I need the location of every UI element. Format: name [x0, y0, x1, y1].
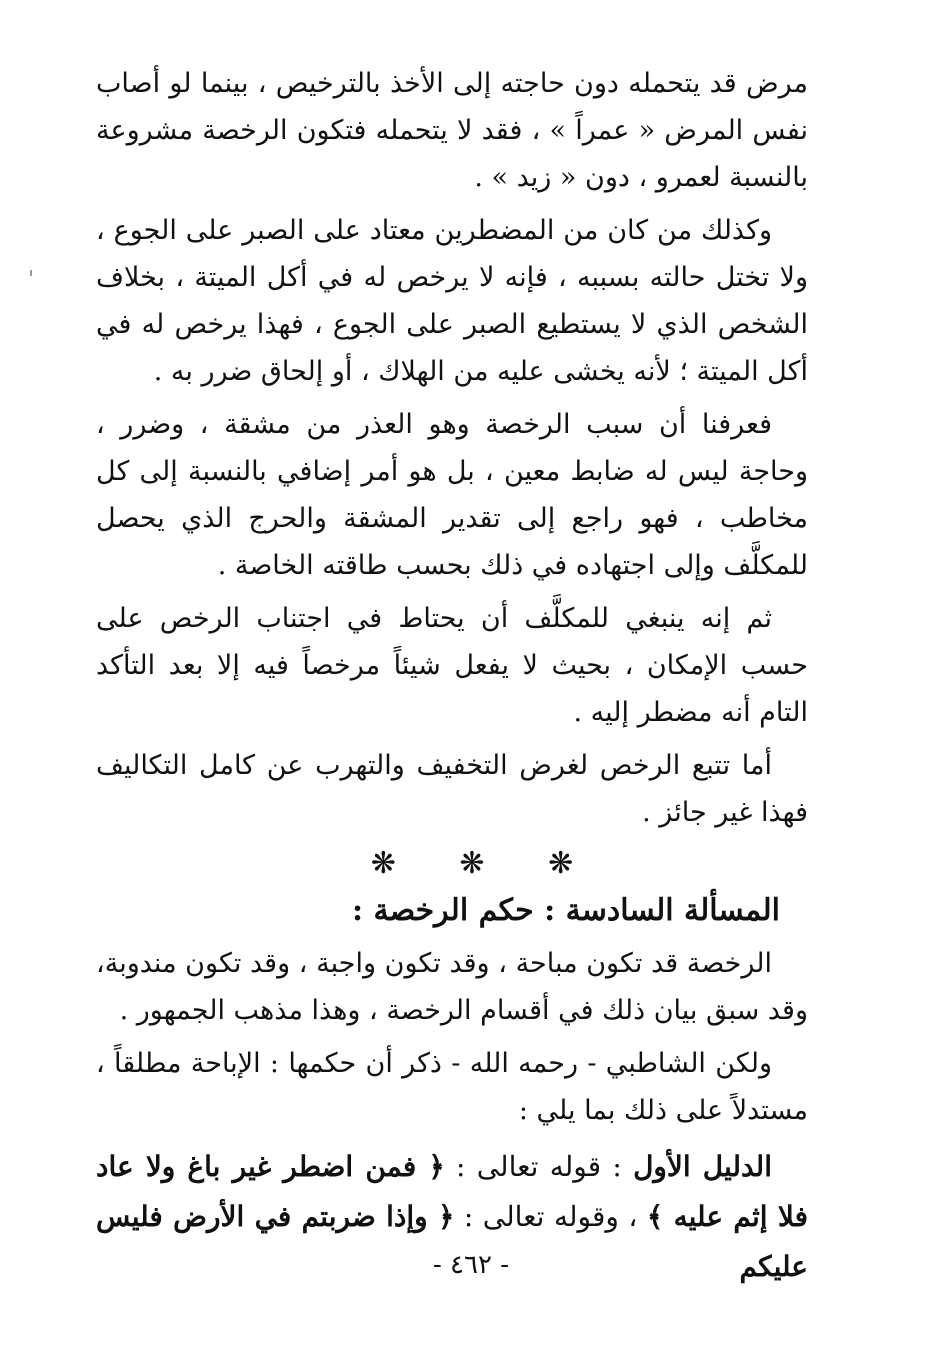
section-paragraph-1: الرخصة قد تكون مباحة ، وقد تكون واجبة ، وقد تكون مندوبة، وقد سبق بيان ذلك في أقسام الرخصة ، وهذا مذهب الجمهور . — [96, 948, 808, 1026]
section-separator: ❋ ❋ ❋ — [370, 846, 574, 881]
page-body — [96, 60, 808, 1292]
verse-quote-2: ﴿ وإذا ضربتم في الأرض فليس عليكم — [96, 1200, 808, 1283]
section-paragraph-2: ولكن الشاطبي - رحمه الله - ذكر أن حكمها : الإباحة مطلقاً ، مستدلاً على ذلك بما يلي : — [96, 1048, 808, 1126]
paragraph-3: فعرفنا أن سبب الرخصة وهو العذر من مشقة ، وضرر ، وحاجة ليس له ضابط معين ، بل هو أمر إضافي بالنسبة إلى كل مخاطب ، فهو راجع إلى تقدير المشقة والحرج الذي يحصل للمكلَّف وإلى اجتهاده في ذلك بحسب طاقته الخاصة . — [96, 409, 808, 581]
evidence-lead: : قوله تعالى : — [444, 1150, 634, 1183]
page-number: - ٤٦٢ - — [432, 1250, 510, 1280]
paragraph-2: وكذلك من كان من المضطرين معتاد على الصبر على الجوع ، ولا تختل حالته بسببه ، فإنه لا يرخص له في أكل الميتة ، بخلاف الشخص الذي لا يستطيع الصبر على الجوع ، فهذا يرخص له في أكل الميتة ؛ لأنه يخشى عليه من الهلاك ، أو إلحاق ضرر به . — [96, 215, 808, 387]
evidence-label: الدليل الأول — [633, 1150, 772, 1183]
paragraph-5: أما تتبع الرخص لغرض التخفيف والتهرب عن كامل التكاليف فهذا غير جائز . — [96, 750, 808, 828]
margin-mark — [30, 270, 32, 276]
section-heading: المسألة السادسة : حكم الرخصة : — [351, 893, 780, 928]
paragraph-1: مرض قد يتحمله دون حاجته إلى الأخذ بالترخيص ، بينما لو أصاب نفس المرض « عمراً » ، فقد لا يتحمله فتكون الرخصة مشروعة بالنسبة لعمرو ، دون « زيد » . — [96, 68, 808, 193]
paragraph-4: ثم إنه ينبغي للمكلَّف أن يحتاط في اجتناب الرخص على حسب الإمكان ، بحيث لا يفعل شيئاً مرخصاً فيه إلا بعد التأكد التام أنه مضطر إليه . — [96, 603, 808, 728]
verse-quote-1: ﴿ فمن اضطر غير باغ ولا عاد فلا إثم عليه ﴾ — [96, 1150, 808, 1233]
evidence-connector: ، وقوله تعالى : — [454, 1200, 647, 1233]
